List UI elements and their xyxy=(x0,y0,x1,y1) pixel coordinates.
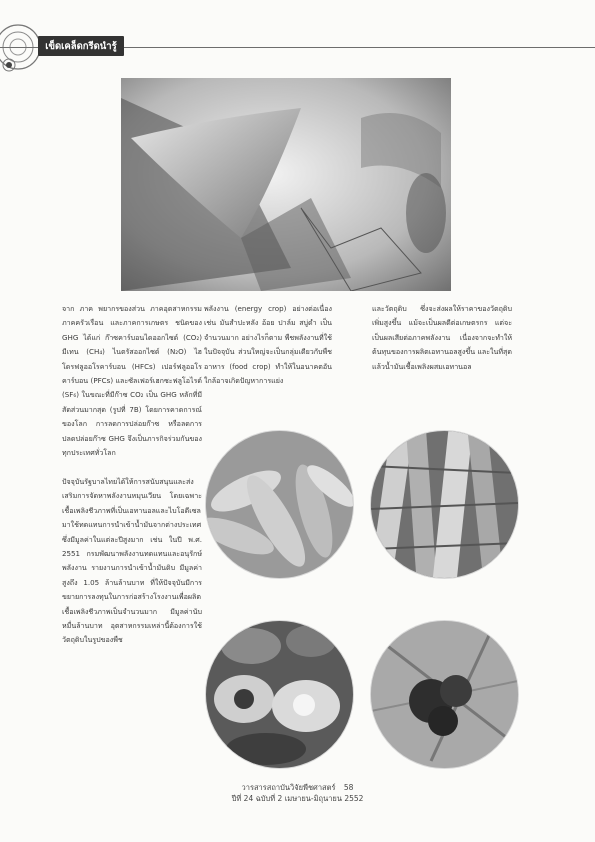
jatropha-photo xyxy=(371,621,518,768)
text-column-1: จาก ภาค พยากรของส่วน ภาคอุตสาหกรรม ภาคครัวเรือน และภาคการเกษตร ชนิดของ GHG ได้แก่ ก๊าซคาร์บอนไดออกไซด์ (CO₂) มีเทน (CH₄) ไนตรัสออกไซด์ (N₂O) ไฮโดรฟลูออโรคาร์บอน (HFCs) เปอร์ฟลูออโรคาร์บอน (PFCs) และซัลเฟอร์เฮกซะฟลูโอไรด์ (SF₆) ในขณะที่มีก๊าซ CO₂ เป็น GHG หลักที่มีสัดส่วนมากสุด (รูปที่ 7B) โดยการคาดการณ์ของโลก การลดการปล่อยก๊าซ หรือลดการปลดปล่อยก๊าซ GHG จึงเป็นภารกิจร่วมกันของทุกประเทศทั่วโลก ปัจจุบันรัฐบาลไทยได้ให้การสนับสนุนและส่งเสริมการจัดหาพลังงานหมุนเวียน โดยเฉพาะเชื้อเพลิงชีวภาพที่เป็นเอทานอลและไบโอดีเซลมาใช้ทดแทนการนำเข้าน้ำมันจากต่างประเทศซึ่งมีมูลค่าในแต่ละปีสูงมาก เช่น ในปี พ.ศ. 2551 กรมพัฒนาพลังงานทดแทนและอนุรักษ์พลังงาน รายงานการนำเข้าน้ำมันดิบ มีมูลค่าสูงถึง 1.05 ล้านล้านบาท ที่ให้ปัจจุบันมีการขยายการลงทุนในการก่อสร้างโรงงานเพื่อผลิตเชื้อเพลิงชีวภาพเป็นจำนวนมาก มีมูลค่านับหมื่นล้านบาท อุตสาหกรรมเหล่านี้ต้องการใช้วัตถุดิบในรูปของพืช xyxy=(62,304,202,645)
sugarcane-photo xyxy=(371,431,518,578)
issue-info: ปีที่ 24 ฉบับที่ 2 เมษายน-มิถุนายน 2552 xyxy=(231,794,364,803)
cassava-photo xyxy=(206,431,353,578)
text-column-2: พลังงาน (energy crop) อย่างต่อเนื่องเช่น มันสำปะหลัง อ้อย ปาล์ม สบู่ดำ เป็นจำนวนมาก อย่างไรก็ตาม พืชพลังงานที่ใช้ในปัจจุบัน ส่วนใหญ่จะเป็นกลุ่มเดียวกับพืชอาหาร (food crop) ทำให้ในอนาคตอันใกล้อาจเกิดปัญหาการแย่ง xyxy=(204,304,332,386)
section-label: เข็ดเคล็ดกรีดนำรู้ xyxy=(38,36,124,56)
journal-name: วารสารสถาบันวิจัยพืชศาสตร์ xyxy=(241,783,336,792)
top-photo xyxy=(121,78,451,291)
text-column-3: และวัตถุดิบ ซึ่งจะส่งผลให้ราคาของวัตถุดิบเพิ่มสูงขึ้น แม้จะเป็นผลดีต่อเกษตรกร แต่จะเป็นผลเสียต่อภาคพลังงาน เนื่องจากจะทำให้ต้นทุนของการผลิตเอทานอลสูงขึ้น และในที่สุดแล้วน้ำมันเชื้อเพลิงผสมเอทานอล xyxy=(372,304,512,371)
palm-fruit-photo xyxy=(206,621,353,768)
page-footer xyxy=(0,782,595,804)
page-number: 58 xyxy=(343,783,354,792)
